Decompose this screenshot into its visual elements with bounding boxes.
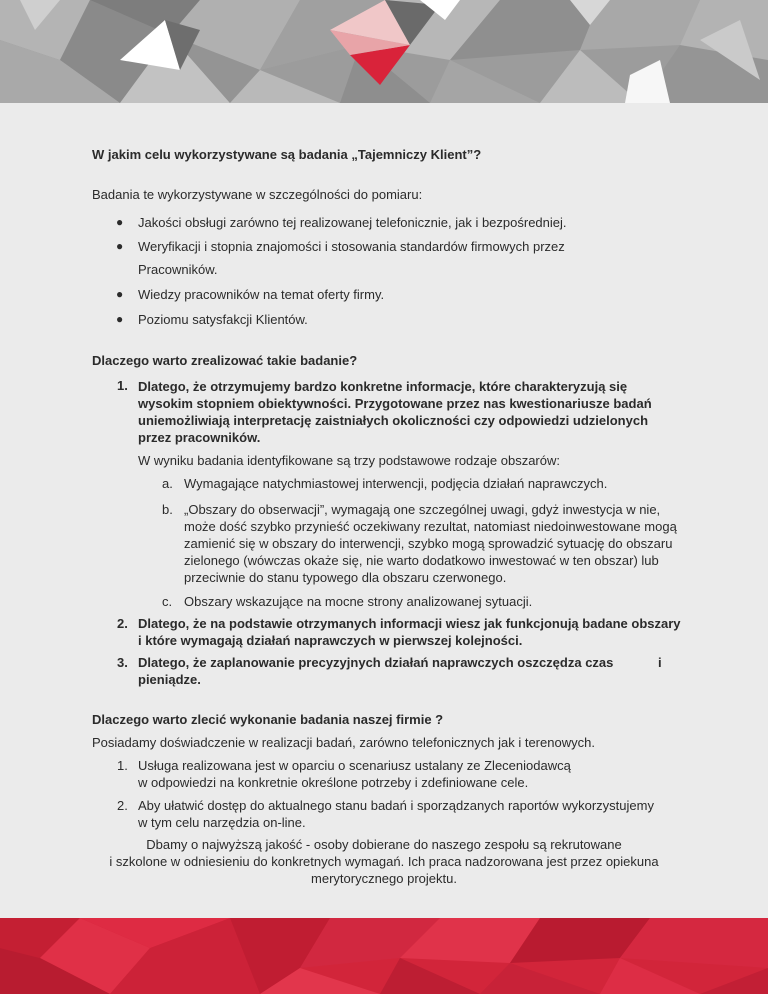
- list-number: 2.: [117, 616, 128, 631]
- heading-why-us: Dlaczego warto zlecić wykonanie badania naszej firmie ?: [92, 712, 444, 727]
- bullet-item: Wiedzy pracowników na temat oferty firmy.: [138, 287, 385, 302]
- list-number: 2.: [117, 798, 128, 813]
- reason-3-line: Dlatego, że zaplanowanie precyzyjnych działań naprawczych oszczędza czas: [138, 655, 614, 670]
- sublist-letter: a.: [162, 476, 173, 491]
- reason-1-line: Dlatego, że otrzymujemy bardzo konkretne informacje, które charakteryzują się: [138, 379, 628, 394]
- experience-text: Posiadamy doświadczenie w realizacji badań, zarówno telefonicznych jak i terenowych.: [92, 735, 595, 750]
- area-a: Wymagające natychmiastowej interwencji, podjęcia działań naprawczych.: [184, 476, 608, 491]
- reason-3-tail: i: [658, 655, 662, 670]
- closing-line: i szkolone w odniesieniu do konkretnych wymagań. Ich praca nadzorowana jest przez opiekuna: [109, 854, 659, 869]
- area-b-line: może dość szybko przynieść oczekiwany rezultat, natomiast niedoinwestowane mogą: [184, 519, 677, 534]
- bullet-item: Poziomu satysfakcji Klientów.: [138, 312, 308, 327]
- bullet-icon: ●: [116, 312, 124, 326]
- heading-purpose: W jakim celu wykorzystywane są badania „Tajemniczy Klient”?: [92, 147, 482, 162]
- bullet-item-continuation: Pracowników.: [138, 262, 218, 277]
- area-b-line: zielonego (wówczas okaże się, nie warto dodatkowo inwestować w ten obszar) lub: [184, 553, 659, 568]
- geometric-pattern-bottom: [0, 918, 768, 994]
- geometric-pattern-top: [0, 0, 768, 103]
- heading-why: Dlaczego warto zrealizować takie badanie?: [92, 353, 358, 368]
- reason-1-line: przez pracowników.: [138, 430, 261, 445]
- service-2-line: Aby ułatwić dostęp do aktualnego stanu badań i sporządzanych raportów wykorzystujemy: [138, 798, 654, 813]
- closing-line: Dbamy o najwyższą jakość - osoby dobierane do naszego zespołu są rekrutowane: [146, 837, 622, 852]
- area-c: Obszary wskazujące na mocne strony analizowanej sytuacji.: [184, 594, 533, 609]
- list-number: 3.: [117, 655, 128, 670]
- reason-2-line: i które wymagają działań naprawczych w pierwszej kolejności.: [138, 633, 523, 648]
- area-b-line: „Obszary do obserwacji”, wymagają one szczególnej uwagi, gdyż inwestycja w nie,: [184, 502, 661, 517]
- footer-banner: [0, 918, 768, 994]
- service-2-line: w tym celu narzędzia on-line.: [138, 815, 306, 830]
- service-1-line: w odpowiedzi na konkretnie określone potrzeby i zdefiniowane cele.: [138, 775, 529, 790]
- closing-line: merytorycznego projektu.: [311, 871, 457, 886]
- service-1-line: Usługa realizowana jest w oparciu o scenariusz ustalany ze Zleceniodawcą: [138, 758, 571, 773]
- reason-1-line: uniemożliwiają interpretację zaistniałych okoliczności czy odpowiedzi udzielonych: [138, 413, 649, 428]
- reason-2-line: Dlatego, że na podstawie otrzymanych informacji wiesz jak funkcjonują badane obszary: [138, 616, 681, 631]
- reason-3-line: pieniądze.: [138, 672, 201, 687]
- list-number: 1.: [117, 378, 128, 393]
- bullet-item: Weryfikacji i stopnia znajomości i stosowania standardów firmowych przez: [138, 239, 565, 254]
- bullet-icon: ●: [116, 287, 124, 301]
- bullet-icon: ●: [116, 215, 124, 229]
- sublist-letter: b.: [162, 502, 173, 517]
- area-b-line: zamienić się w obszary do interwencji, szybko mogą sprowadzić sytuację do obszaru: [184, 536, 673, 551]
- header-banner: [0, 0, 768, 103]
- bullet-icon: ●: [116, 239, 124, 253]
- bullet-item: Jakości obsługi zarówno tej realizowanej telefonicznie, jak i bezpośredniej.: [138, 215, 567, 230]
- intro-text: Badania te wykorzystywane w szczególności do pomiaru:: [92, 187, 423, 202]
- sublist-letter: c.: [162, 594, 173, 609]
- list-number: 1.: [117, 758, 128, 773]
- areas-intro: W wyniku badania identyfikowane są trzy podstawowe rodzaje obszarów:: [138, 453, 560, 468]
- area-b-line: przeciwnie do stanu typowego dla obszaru czerwonego.: [184, 570, 507, 585]
- reason-1-line: wysokim stopniem obiektywności. Przygotowane przez nas kwestionariusze badań: [138, 396, 652, 411]
